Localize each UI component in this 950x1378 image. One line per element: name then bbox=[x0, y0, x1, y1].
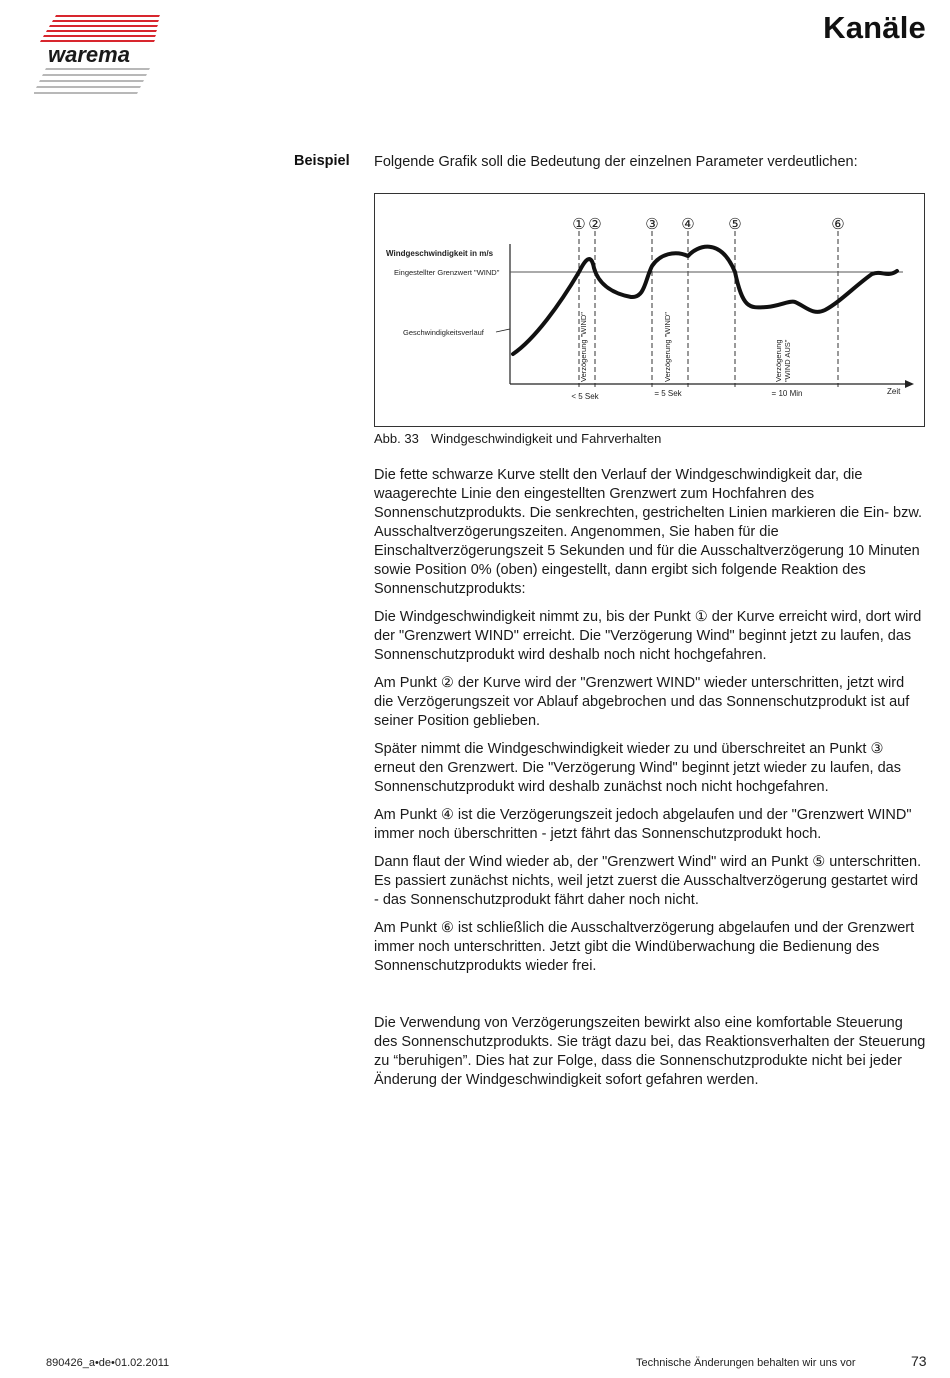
paragraph: Am Punkt ⑥ ist schließlich die Ausschaltverzögerung abgelaufen und der Grenzwert immer noch unterschritten. Jetzt gibt die Windüberwachung die Bedienung des Sonnenschutzprodukts wieder frei. bbox=[374, 920, 915, 974]
logo-red-stripes bbox=[40, 15, 160, 42]
paragraph: Später nimmt die Windgeschwindigkeit wieder zu und überschreitet an Punkt ③ erneut den Grenzwert. Die "Verzögerung Wind" beginnt jetzt wieder zu laufen, das Sonnenschutzprodukt wird deshalb zunächst noch nicht hochgefahren. bbox=[374, 741, 901, 795]
caption-text: Windgeschwindigkeit und Fahrverhalten bbox=[430, 431, 662, 446]
body-text bbox=[374, 466, 926, 1099]
warema-logo bbox=[34, 14, 162, 96]
wind-speed-curve bbox=[513, 247, 897, 354]
intro-text: Folgende Grafik soll die Bedeutung der einzelnen Parameter verdeutlichen: bbox=[374, 154, 858, 170]
curve-label: Geschwindigkeitsverlauf bbox=[403, 328, 484, 337]
paragraph: Die Windgeschwindigkeit nimmt zu, bis der Punkt ① der Kurve erreicht wird, dort wird der "Grenzwert WIND" erreicht. Die "Verzögerung Wind" beginnt jetzt zu laufen, das Sonnenschutzprodukt wird deshalb noch nicht hochgefahren. bbox=[374, 609, 922, 663]
x-axis-arrow-icon bbox=[905, 380, 914, 388]
interval-label-1: < 5 Sek bbox=[571, 392, 599, 401]
delay-label-3-line1: Verzögerung bbox=[774, 339, 783, 382]
marker-4: ④ bbox=[681, 216, 695, 233]
y-axis-label: Windgeschwindigkeit in m/s bbox=[386, 249, 494, 258]
page-number: 73 bbox=[911, 1353, 927, 1369]
section-label: Beispiel bbox=[294, 153, 350, 169]
markers bbox=[572, 216, 844, 233]
marker-5: ⑤ bbox=[728, 216, 742, 233]
marker-6: ⑥ bbox=[831, 216, 845, 233]
figure-caption bbox=[374, 431, 661, 446]
paragraph: Die fette schwarze Kurve stellt den Verlauf der Windgeschwindigkeit dar, die waagerechte Linie den eingestellten Grenzwert zum Hochfahren des Sonnenschutzprodukts. Die senkrechten, gestrichelten Linien markieren die Ein- bzw. Ausschaltverzögerungszeiten. Angenommen, Sie haben für die Einschaltverzögerungszeit 5 Sekunden und für die Ausschaltverzögerung 10 Minuten sowie Position 0% (oben) eingestellt, dann ergibt sich folgende Reaktion des Sonnenschutzprodukts: bbox=[374, 467, 923, 597]
logo-wordmark: warema bbox=[48, 42, 130, 67]
x-axis-label: Zeit bbox=[887, 387, 901, 396]
paragraph: Am Punkt ④ ist die Verzögerungszeit jedoch abgelaufen und der "Grenzwert WIND" immer noch überschritten - jetzt fährt das Sonnenschutzprodukt hoch. bbox=[374, 807, 912, 842]
delay-label-3-line2: "WIND AUS" bbox=[783, 339, 792, 382]
marker-1: ① bbox=[572, 216, 586, 233]
marker-2: ② bbox=[588, 216, 602, 233]
wind-speed-diagram bbox=[374, 193, 925, 427]
logo-grey-stripes bbox=[34, 68, 150, 94]
footer-notice: Technische Änderungen behalten wir uns vor bbox=[636, 1357, 856, 1369]
caption-number: Abb. 33 bbox=[374, 431, 419, 446]
delay-label-1: Verzögerung "WIND" bbox=[579, 312, 588, 382]
paragraph: Dann flaut der Wind wieder ab, der "Grenzwert Wind" wird an Punkt ⑤ unterschritten. Es passiert zunächst nichts, weil jetzt zuerst die Ausschaltverzögerung gestartet wird - das Sonnenschutzprodukt fährt daher noch nicht. bbox=[374, 854, 922, 908]
curve-label-pointer bbox=[496, 329, 510, 332]
document-id: 890426_a•de•01.02.2011 bbox=[46, 1357, 170, 1369]
paragraph: Am Punkt ② der Kurve wird der "Grenzwert WIND" wieder unterschritten, jetzt wird die Verzögerungszeit vor Ablauf abgebrochen und das Sonnenschutzprodukt ist auf seiner Position geblieben. bbox=[374, 675, 910, 729]
interval-label-2: = 5 Sek bbox=[654, 389, 682, 398]
delay-dashed-lines bbox=[579, 231, 838, 387]
page-title: Kanäle bbox=[823, 10, 926, 45]
threshold-label: Eingestellter Grenzwert "WIND" bbox=[394, 268, 500, 277]
marker-3: ③ bbox=[645, 216, 659, 233]
delay-label-2: Verzögerung "WIND" bbox=[663, 312, 672, 382]
interval-label-3: = 10 Min bbox=[771, 389, 803, 398]
paragraph: Die Verwendung von Verzögerungszeiten bewirkt also eine komfortable Steuerung des Sonnenschutzprodukts. Sie trägt dazu bei, das Reaktionsverhalten der Steuerung zu “beruhigen”. Dies hat zur Folge, dass die Sonnenschutzprodukte nicht bei jeder Änderung der Windgeschwindigkeit sofort gefahren werden. bbox=[374, 1015, 926, 1088]
